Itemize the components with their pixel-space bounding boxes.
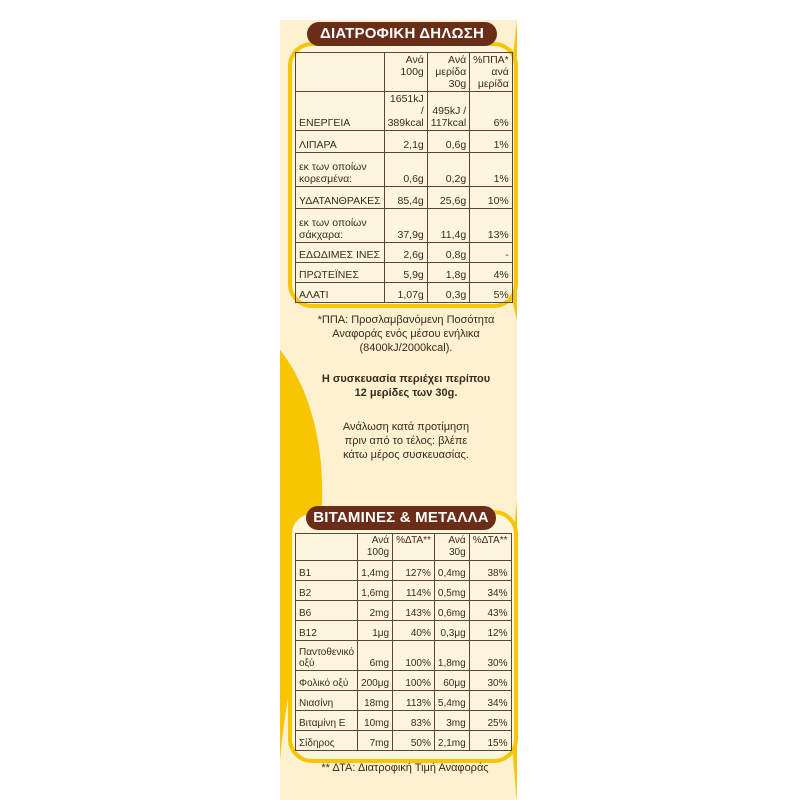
vitamin-cell: 25% — [469, 711, 511, 731]
nutrition-cell: 85,4g — [384, 187, 427, 209]
vitamin-cell: 5,4mg — [434, 691, 469, 711]
vitamin-column-header: %ΔΤΑ** — [469, 534, 511, 561]
vitamins-title: ΒΙΤΑΜΙΝΕΣ & ΜΕΤΑΛΛΑ — [306, 506, 496, 530]
vitamin-cell: 7mg — [358, 731, 393, 751]
vitamin-row — [296, 711, 512, 731]
nutrition-cell: 11,4g — [427, 209, 469, 243]
vitamin-cell: 2mg — [358, 601, 393, 621]
vitamin-cell: 60μg — [434, 671, 469, 691]
vitamin-cell: 200μg — [358, 671, 393, 691]
nutrition-row — [296, 187, 513, 209]
vitamin-row-label: Νιασίνη — [296, 691, 358, 711]
vitamin-cell: 0,6mg — [434, 601, 469, 621]
vitamin-cell: 0,4mg — [434, 561, 469, 581]
nutrition-cell: 1651kJ / 389kcal — [384, 92, 427, 131]
nutrition-cell: 0,6g — [427, 131, 469, 153]
vitamin-row-label: Παντοθενικό οξύ — [296, 641, 358, 671]
servings-note — [292, 372, 520, 400]
vitamin-cell: 114% — [393, 581, 435, 601]
vitamin-row-label: Φολικό οξύ — [296, 671, 358, 691]
nutrition-title: ΔΙΑΤΡΟΦΙΚΗ ΔΗΛΩΣΗ — [307, 22, 497, 46]
vitamin-cell: 34% — [469, 691, 511, 711]
nutrition-row — [296, 243, 513, 263]
vitamin-row-label: Βιταμίνη Ε — [296, 711, 358, 731]
vitamin-cell: 30% — [469, 671, 511, 691]
nutrition-cell: 4% — [470, 263, 513, 283]
vitamin-column-header: %ΔΤΑ** — [393, 534, 435, 561]
nutrition-row-label: ΠΡΩΤΕΪΝΕΣ — [296, 263, 385, 283]
nutrition-row-label: ΛΙΠΑΡΑ — [296, 131, 385, 153]
vitamin-row-label: B2 — [296, 581, 358, 601]
vitamin-cell: 83% — [393, 711, 435, 731]
nutrition-cell: 13% — [470, 209, 513, 243]
servings-note-line: 12 μερίδες των 30g. — [354, 387, 458, 399]
nutrition-row-label: ΑΛΑΤΙ — [296, 283, 385, 303]
nutrition-cell: 1% — [470, 153, 513, 187]
nutrition-row — [296, 283, 513, 303]
vitamin-cell: 100% — [393, 671, 435, 691]
ppa-note-line: *ΠΠΑ: Προσλαμβανόμενη Ποσότητα — [317, 314, 495, 326]
nutrition-cell: 0,3g — [427, 283, 469, 303]
nutrition-cell: 1% — [470, 131, 513, 153]
nutrition-cell: 5% — [470, 283, 513, 303]
vitamin-row — [296, 561, 512, 581]
vitamin-cell: 143% — [393, 601, 435, 621]
nutrition-column-header — [296, 53, 385, 92]
vitamin-row — [296, 641, 512, 671]
vitamin-column-header: Ανά 100g — [358, 534, 393, 561]
nutrition-row — [296, 263, 513, 283]
vitamin-cell: 6mg — [358, 641, 393, 671]
vitamin-cell: 0,3μg — [434, 621, 469, 641]
vitamin-cell: 3mg — [434, 711, 469, 731]
vitamin-cell: 40% — [393, 621, 435, 641]
nutrition-row-label: εκ των οποίων κορεσμένα: — [296, 153, 385, 187]
vitamin-cell: 2,1mg — [434, 731, 469, 751]
vitamins-table — [295, 533, 512, 751]
best-before-line: πριν από το τέλος: βλέπε — [344, 435, 468, 447]
nutrition-row-label: ΕΔΩΔΙΜΕΣ ΙΝΕΣ — [296, 243, 385, 263]
vitamin-row — [296, 581, 512, 601]
nutrition-cell: 5,9g — [384, 263, 427, 283]
vitamin-cell: 43% — [469, 601, 511, 621]
nutrition-cell: 25,6g — [427, 187, 469, 209]
vitamin-cell: 30% — [469, 641, 511, 671]
nutrition-row — [296, 209, 513, 243]
nutrition-cell: 2,6g — [384, 243, 427, 263]
vitamin-cell: 113% — [393, 691, 435, 711]
vitamin-cell: 1,4mg — [358, 561, 393, 581]
best-before-note — [292, 420, 520, 462]
vitamin-row-label: B1 — [296, 561, 358, 581]
servings-note-line: Η συσκευασία περιέχει περίπου — [321, 373, 491, 385]
nutrition-row — [296, 92, 513, 131]
vitamin-row — [296, 601, 512, 621]
nutrition-cell: 6% — [470, 92, 513, 131]
vitamin-cell: 1μg — [358, 621, 393, 641]
nutrition-cell: 10% — [470, 187, 513, 209]
nutrition-column-header: %ΠΠΑ* ανά μερίδα — [470, 53, 513, 92]
vitamin-column-header: Ανά 30g — [434, 534, 469, 561]
vitamin-row — [296, 621, 512, 641]
best-before-line: κάτω μέρος συσκευασίας. — [343, 449, 469, 461]
vitamin-cell: 12% — [469, 621, 511, 641]
nutrition-cell: 0,6g — [384, 153, 427, 187]
vitamin-cell: 34% — [469, 581, 511, 601]
vitamin-cell: 18mg — [358, 691, 393, 711]
nutrition-column-header: Ανά 100g — [384, 53, 427, 92]
vitamin-header-row — [296, 534, 512, 561]
nutrition-column-header: Ανά μερίδα 30g — [427, 53, 469, 92]
ppa-note-line: (8400kJ/2000kcal). — [359, 342, 453, 354]
vitamin-cell: 127% — [393, 561, 435, 581]
nutrition-row-label: εκ των οποίων σάκχαρα: — [296, 209, 385, 243]
nutrition-cell: 0,2g — [427, 153, 469, 187]
vitamin-row-label: B6 — [296, 601, 358, 621]
vitamin-row — [296, 671, 512, 691]
nutrition-row-label: ΕΝΕΡΓΕΙΑ — [296, 92, 385, 131]
vitamin-column-header — [296, 534, 358, 561]
best-before-line: Ανάλωση κατά προτίμηση — [342, 421, 470, 433]
ppa-note — [292, 313, 520, 355]
vitamin-cell: 1,8mg — [434, 641, 469, 671]
nutrition-header-row — [296, 53, 513, 92]
vitamin-row-label: B12 — [296, 621, 358, 641]
vitamin-row — [296, 731, 512, 751]
nutrition-row — [296, 131, 513, 153]
nutrition-cell: 0,8g — [427, 243, 469, 263]
nutrition-cell: 37,9g — [384, 209, 427, 243]
vitamin-cell: 10mg — [358, 711, 393, 731]
vitamin-row — [296, 691, 512, 711]
nutrition-table — [295, 52, 513, 303]
vitamin-cell: 38% — [469, 561, 511, 581]
nutrition-cell: 495kJ / 117kcal — [427, 92, 469, 131]
vitamin-cell: 0,5mg — [434, 581, 469, 601]
vitamin-cell: 50% — [393, 731, 435, 751]
nutrition-cell: - — [470, 243, 513, 263]
nutrition-row-label: ΥΔΑΤΑΝΘΡΑΚΕΣ — [296, 187, 385, 209]
vitamin-row-label: Σίδηρος — [296, 731, 358, 751]
dta-footnote: ** ΔΤΑ: Διατροφική Τιμή Αναφοράς — [321, 762, 489, 774]
nutrition-cell: 1,8g — [427, 263, 469, 283]
ppa-note-line: Αναφοράς ενός μέσου ενήλικα — [332, 328, 480, 340]
nutrition-cell: 1,07g — [384, 283, 427, 303]
nutrition-cell: 2,1g — [384, 131, 427, 153]
vitamin-cell: 1,6mg — [358, 581, 393, 601]
nutrition-row — [296, 153, 513, 187]
vitamin-cell: 15% — [469, 731, 511, 751]
vitamin-cell: 100% — [393, 641, 435, 671]
